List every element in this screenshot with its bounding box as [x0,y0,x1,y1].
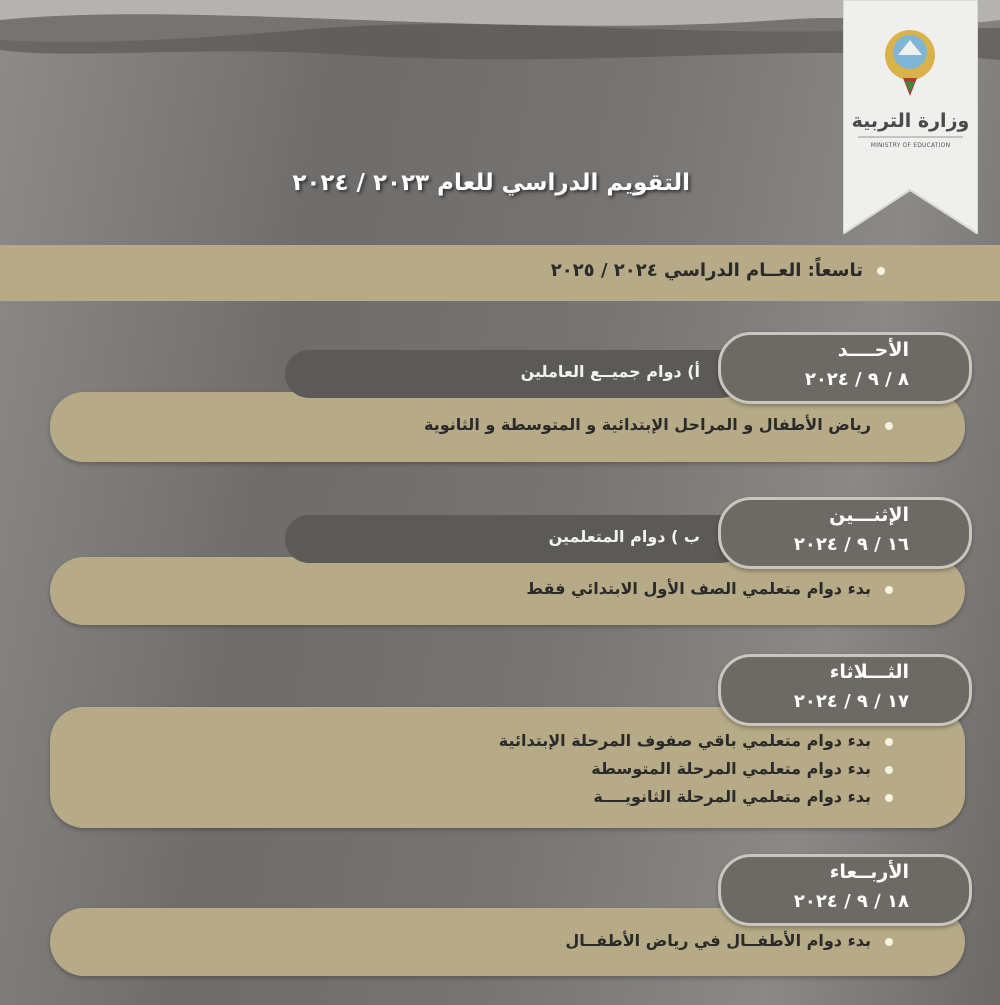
event-date: ٨ / ٩ / ٢٠٢٤ [804,369,909,390]
event-item: بدء دوام متعلمي باقي صفوف المرحلة الإبتدائية [499,731,893,750]
bullet-icon [885,586,893,594]
bullet-icon [885,938,893,946]
bullet-icon [885,794,893,802]
day-date-pill [718,654,972,726]
ministry-logo-banner [843,0,978,234]
bullet-icon [885,422,893,430]
ministry-name-ar: وزارة التربية [851,110,970,132]
day-date-pill [718,497,972,569]
day-name: الأحــــد [837,339,909,361]
section-heading-strip [0,245,1000,301]
event-subtitle-bar [285,350,745,398]
event-item: رياض الأطفال و المراحل الإبتدائية و المتوسطة و الثانوية [424,415,893,434]
event-date: ١٨ / ٩ / ٢٠٢٤ [793,891,909,912]
event-subtitle: أ) دوام جميــع العاملين [520,362,700,381]
event-item: بدء دوام متعلمي المرحلة المتوسطة [591,759,893,778]
event-date: ١٦ / ٩ / ٢٠٢٤ [793,534,909,555]
day-name: الإثنـــين [829,504,909,526]
bullet-icon [885,738,893,746]
day-name: الثـــلاثاء [829,661,909,683]
event-subtitle-bar [285,515,745,563]
event-item: بدء دوام متعلمي المرحلة الثانويــــة [593,787,893,806]
event-subtitle: ب ) دوام المتعلمين [548,527,700,546]
bullet-icon [885,766,893,774]
bullet-icon [877,267,885,275]
event-item: بدء دوام متعلمي الصف الأول الابتدائي فقط [526,579,893,598]
day-name: الأربــعاء [829,861,909,883]
day-date-pill [718,332,972,404]
day-date-pill [718,854,972,926]
section-heading: تاسعاً: العــام الدراسي ٢٠٢٤ / ٢٠٢٥ [551,260,885,281]
event-item: بدء دوام الأطفــال في رياض الأطفــال [565,931,893,950]
event-date: ١٧ / ٩ / ٢٠٢٤ [793,691,909,712]
page-title: التقويم الدراسي للعام ٢٠٢٣ / ٢٠٢٤ [292,170,690,196]
ministry-name-en: MINISTRY OF EDUCATION [870,142,951,149]
